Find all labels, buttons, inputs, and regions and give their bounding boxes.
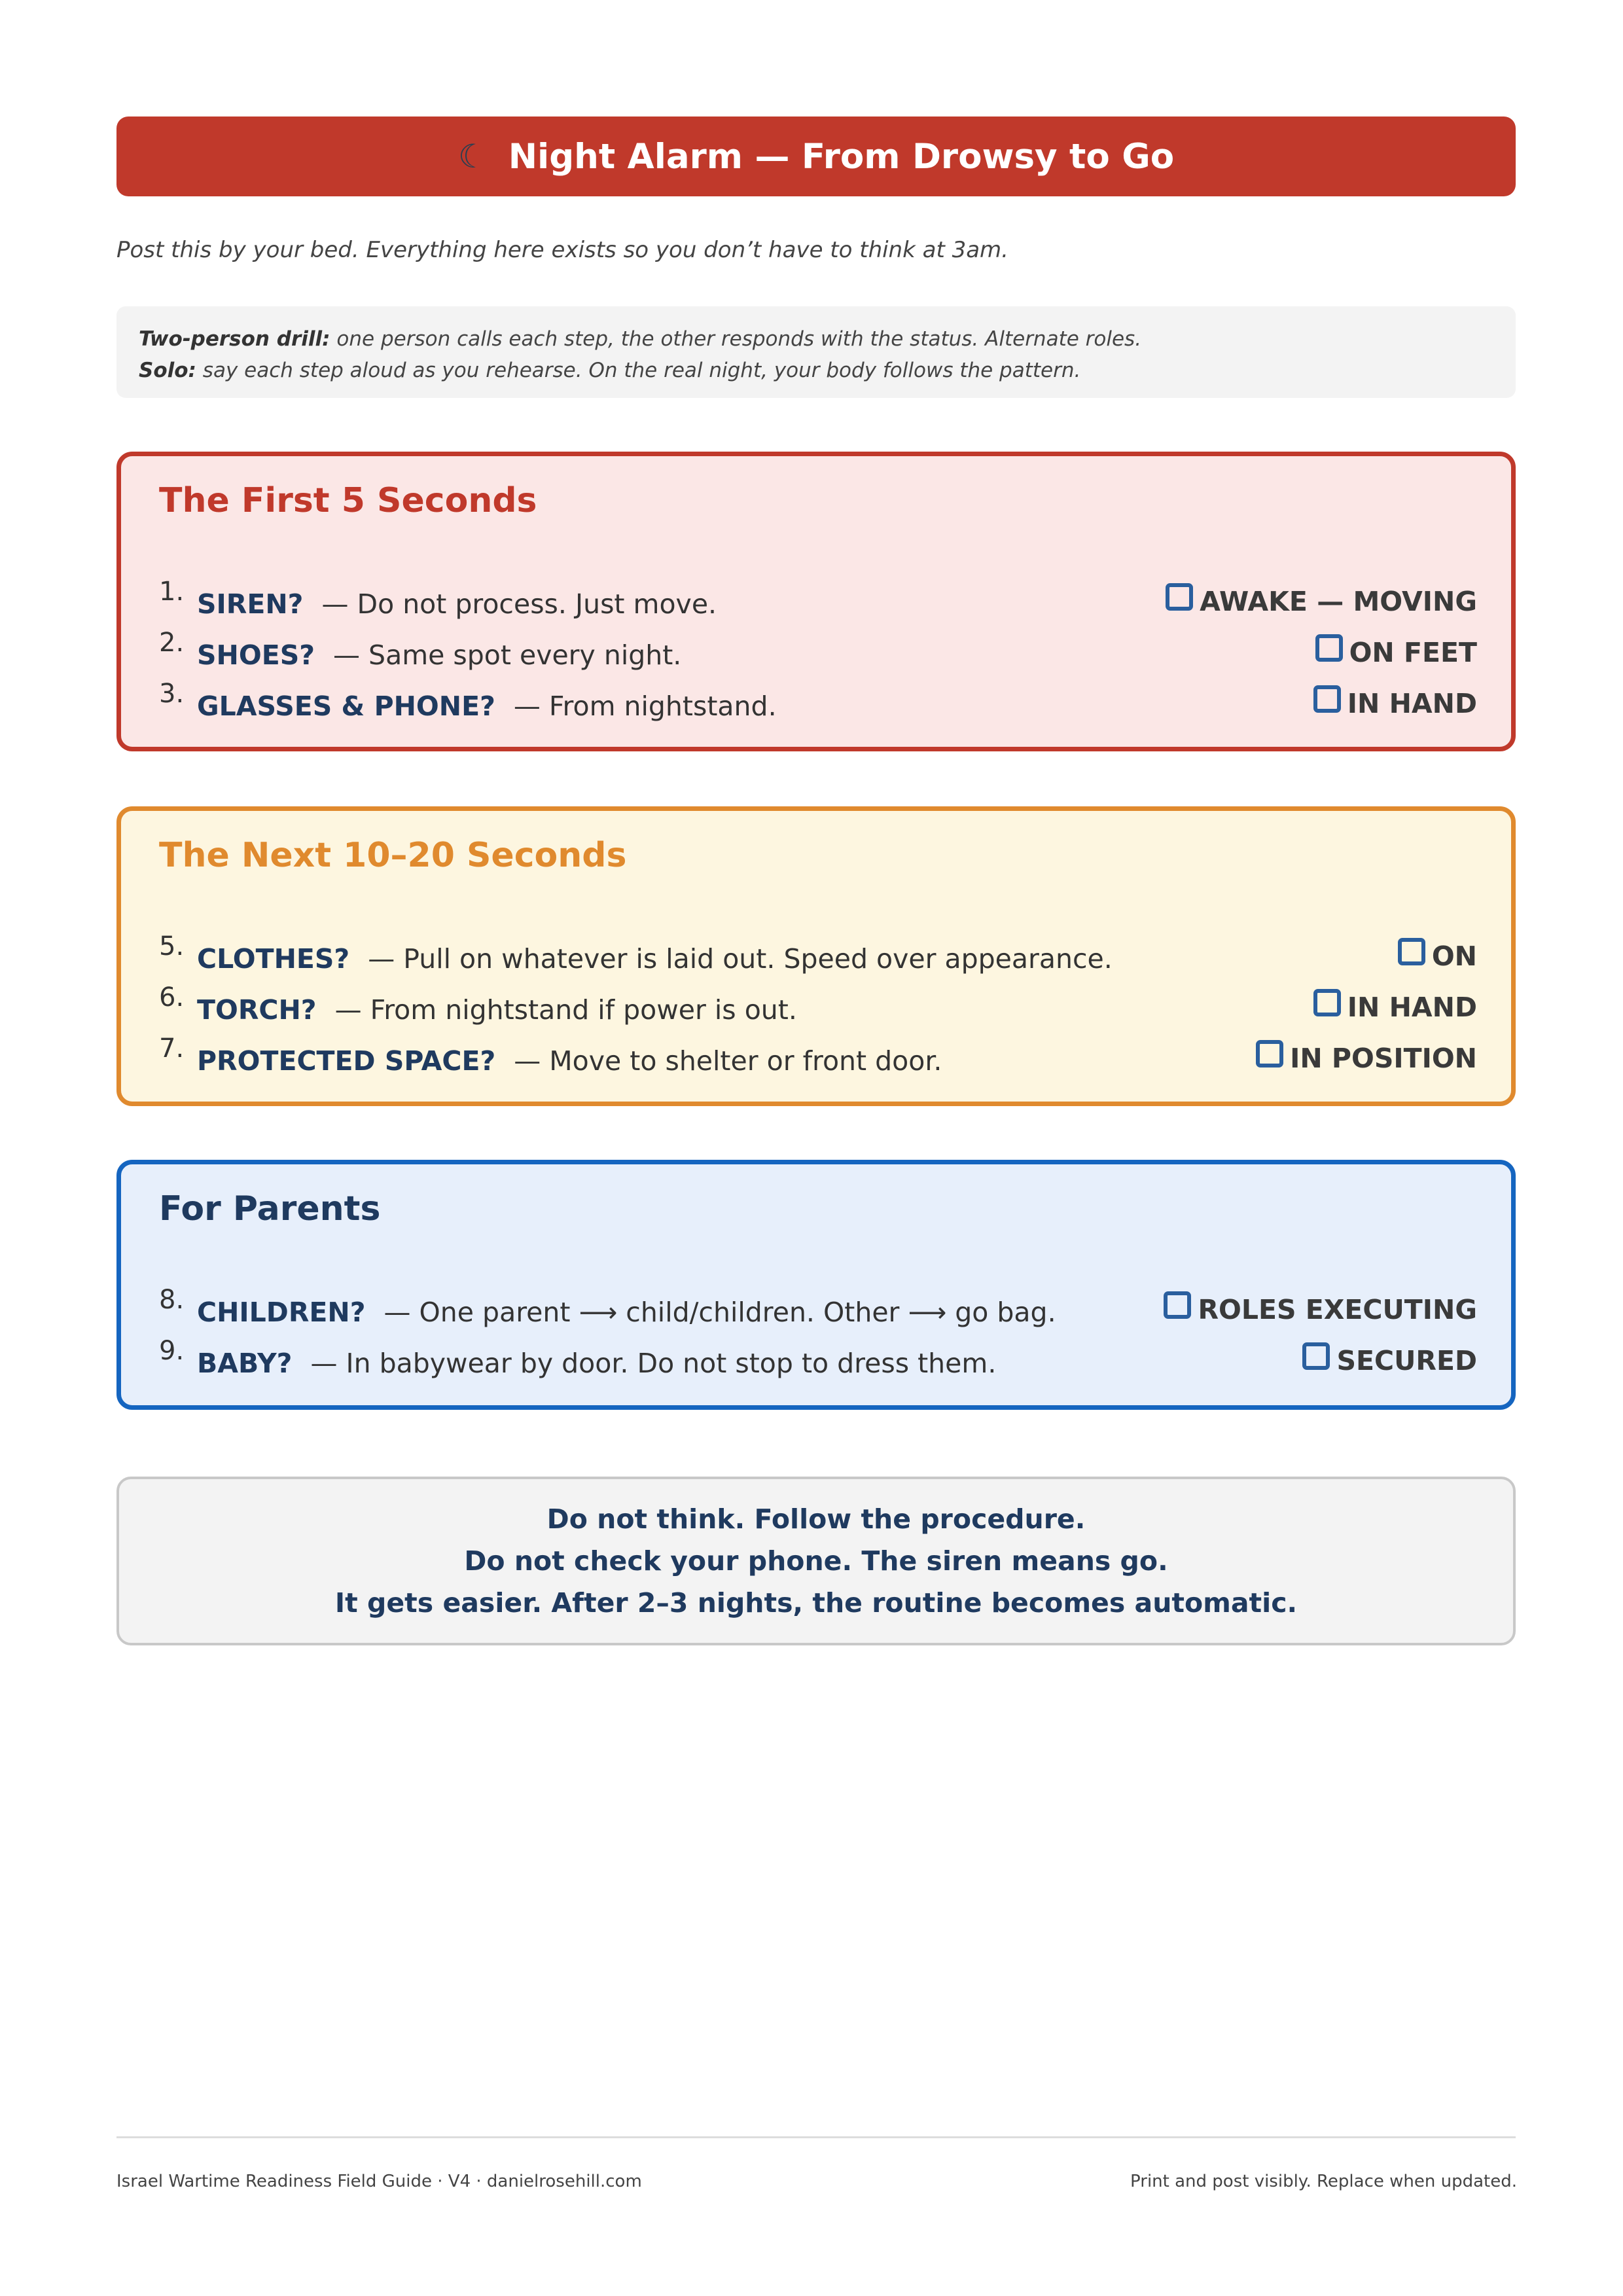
footer-note: Print and post visibly. Replace when updated. [1130, 2172, 1517, 2191]
closing-line: Do not check your phone. The siren means go. [464, 1545, 1168, 1577]
drill-instructions [116, 306, 1516, 398]
section-for-parents [116, 1160, 1516, 1410]
step-question [197, 588, 717, 620]
status-label: IN HAND [1347, 688, 1477, 719]
crescent-moon-icon: ☾ [457, 137, 488, 175]
step-question-label: SHOES? [197, 639, 315, 671]
step-question-label: TORCH? [197, 994, 317, 1026]
step-question [197, 943, 1113, 975]
step-description: — From nightstand if power is out. [334, 994, 797, 1026]
step-number: 3. [159, 679, 185, 709]
step-row [121, 1033, 1511, 1085]
step-description: — Pull on whatever is laid out. Speed over appearance. [368, 943, 1113, 975]
status-label: ROLES EXECUTING [1198, 1294, 1477, 1325]
step-description: — From nightstand. [513, 691, 777, 722]
solo-drill-label: Solo: [139, 359, 196, 382]
step-description: — Same spot every night. [333, 639, 682, 671]
step-number: 2. [159, 628, 185, 658]
step-row [121, 577, 1511, 628]
status-checkbox[interactable] [1398, 938, 1425, 965]
step-question [197, 639, 681, 671]
step-question-label: CLOTHES? [197, 943, 350, 975]
step-row [121, 982, 1511, 1033]
status-checkbox[interactable] [1166, 583, 1193, 611]
step-row [121, 931, 1511, 982]
status-label: ON [1431, 941, 1477, 972]
status-label: ON FEET [1349, 637, 1477, 668]
status-checkbox[interactable] [1256, 1040, 1283, 1067]
closing-line: Do not think. Follow the procedure. [546, 1503, 1086, 1535]
solo-drill-line [139, 355, 1493, 386]
section-first-5-seconds [116, 452, 1516, 751]
step-status [1302, 1345, 1477, 1376]
closing-reminder-box [116, 1477, 1516, 1645]
page-title: Night Alarm — From Drowsy to Go [508, 136, 1175, 177]
status-label: SECURED [1336, 1345, 1477, 1376]
step-number: 8. [159, 1285, 185, 1315]
step-status [1256, 1043, 1477, 1074]
step-status [1166, 586, 1477, 617]
status-checkbox[interactable] [1313, 685, 1341, 713]
step-question-label: PROTECTED SPACE? [197, 1045, 496, 1077]
step-row [121, 679, 1511, 730]
step-description: — One parent ⟶ child/children. Other ⟶ go bag. [383, 1297, 1056, 1328]
status-checkbox[interactable] [1164, 1291, 1191, 1319]
status-checkbox[interactable] [1302, 1342, 1330, 1370]
solo-drill-text: say each step aloud as you rehearse. On the real night, your body follows the pattern. [196, 359, 1081, 382]
step-status [1313, 992, 1477, 1023]
status-checkbox[interactable] [1313, 989, 1341, 1016]
title-banner [116, 117, 1516, 196]
step-question-label: GLASSES & PHONE? [197, 691, 495, 722]
step-status [1398, 941, 1477, 972]
footer-divider [116, 2136, 1516, 2138]
step-status [1164, 1294, 1477, 1325]
step-number: 6. [159, 982, 185, 1013]
step-question-label: SIREN? [197, 588, 304, 620]
step-description: — In babywear by door. Do not stop to dress them. [310, 1348, 997, 1379]
section-next-10-20-seconds [116, 806, 1516, 1106]
two-person-drill-text: one person calls each step, the other responds with the status. Alternate roles. [330, 327, 1142, 351]
intro-text: Post this by your bed. Everything here exists so you don’t have to think at 3am. [116, 237, 1008, 263]
step-question [197, 1348, 996, 1379]
step-status [1315, 637, 1477, 668]
two-person-drill-line [139, 323, 1493, 355]
section-title: The First 5 Seconds [159, 481, 537, 520]
status-checkbox[interactable] [1315, 634, 1343, 662]
step-question [197, 1045, 942, 1077]
two-person-drill-label: Two-person drill: [139, 327, 330, 351]
step-number: 5. [159, 931, 185, 961]
footer-source: Israel Wartime Readiness Field Guide · V4 · danielrosehill.com [116, 2172, 642, 2191]
section-title: For Parents [159, 1189, 381, 1229]
status-label: AWAKE — MOVING [1200, 586, 1477, 617]
step-description: — Move to shelter or front door. [514, 1045, 942, 1077]
step-question-label: CHILDREN? [197, 1297, 366, 1328]
step-status [1313, 688, 1477, 719]
step-question [197, 994, 797, 1026]
step-number: 7. [159, 1033, 185, 1064]
step-question-label: BABY? [197, 1348, 293, 1379]
status-label: IN POSITION [1290, 1043, 1477, 1074]
step-row [121, 1336, 1511, 1387]
status-label: IN HAND [1347, 992, 1477, 1023]
section-title: The Next 10–20 Seconds [159, 836, 627, 875]
step-number: 1. [159, 577, 185, 607]
step-number: 9. [159, 1336, 185, 1366]
closing-line: It gets easier. After 2–3 nights, the routine becomes automatic. [334, 1587, 1298, 1619]
step-row [121, 1285, 1511, 1336]
step-description: — Do not process. Just move. [321, 588, 717, 620]
step-question [197, 691, 777, 722]
step-row [121, 628, 1511, 679]
step-question [197, 1297, 1056, 1328]
